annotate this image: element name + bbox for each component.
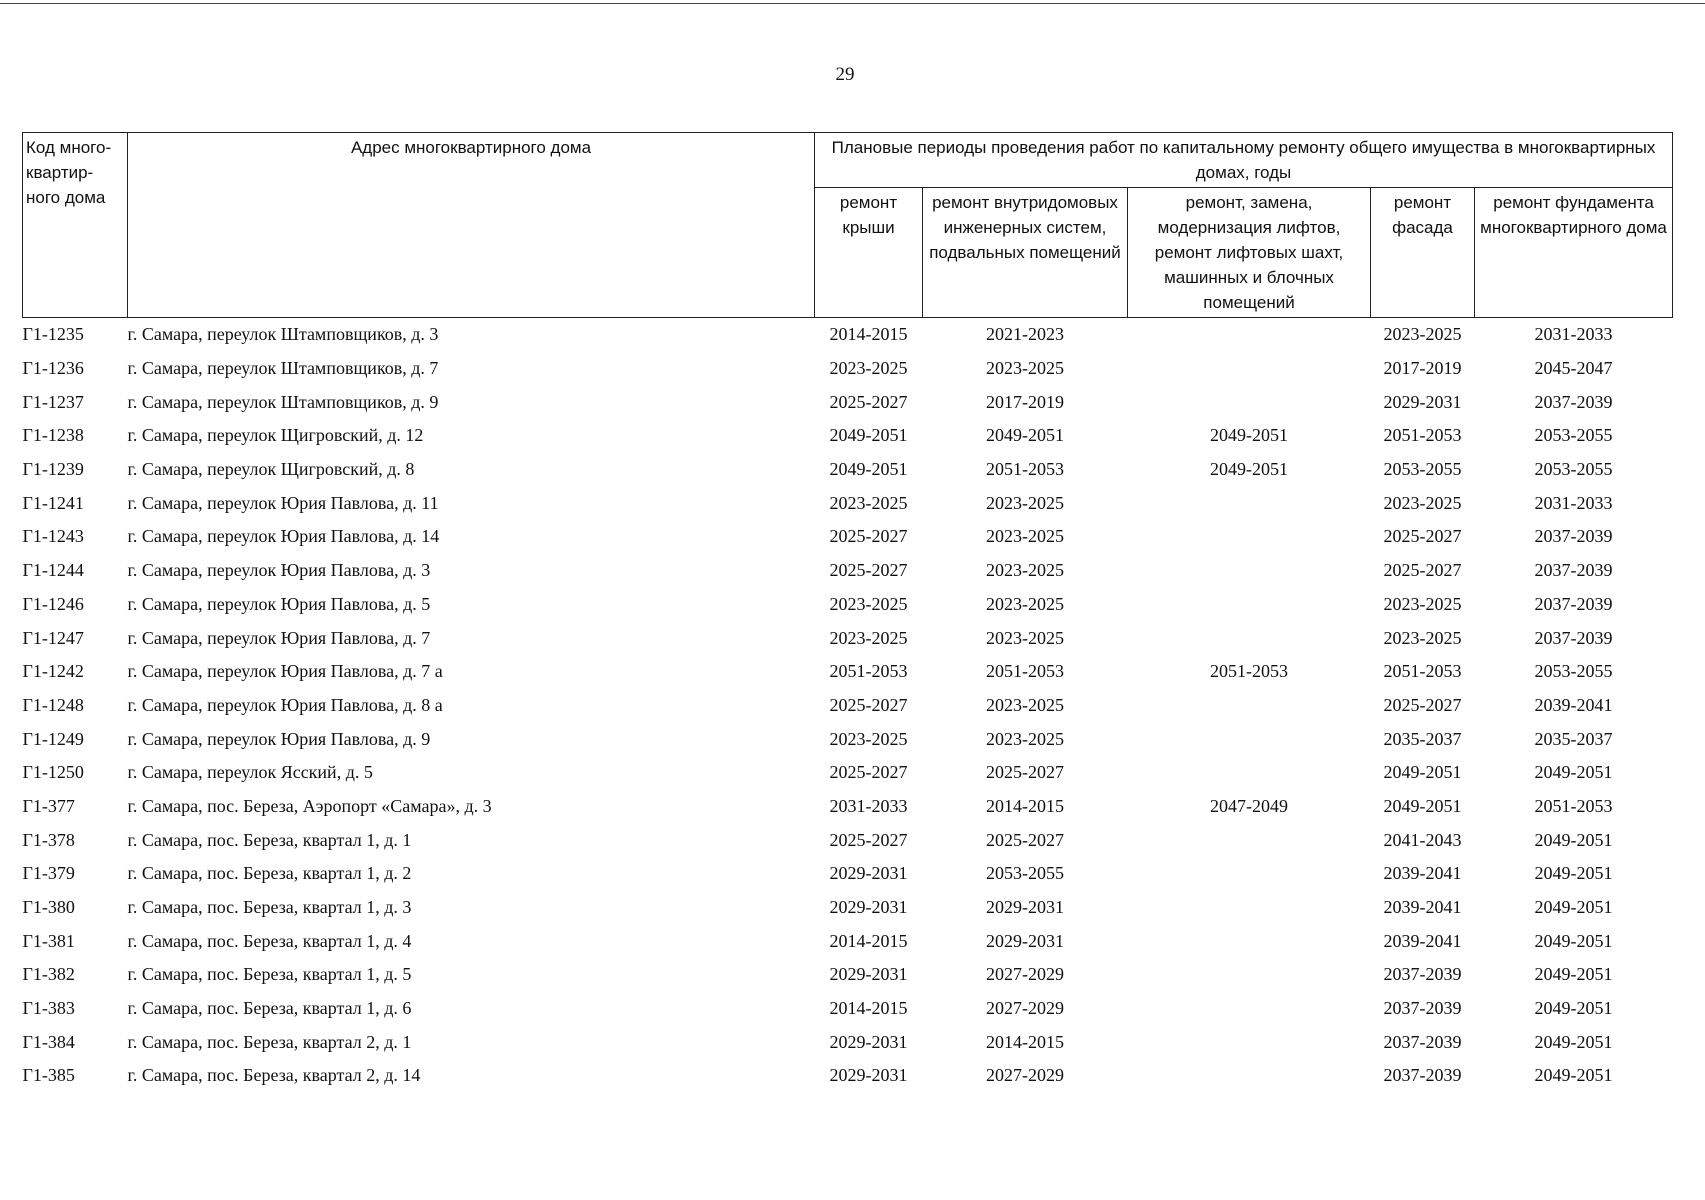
cell-foundation: 2037-2039 bbox=[1534, 560, 1613, 581]
cell-roof: 2025-2027 bbox=[829, 560, 908, 581]
cell-lifts bbox=[1128, 588, 1371, 622]
cell-facade: 2049-2051 bbox=[1383, 762, 1462, 783]
cell-roof: 2023-2025 bbox=[829, 492, 908, 513]
cell-code: Г1-377 bbox=[22, 795, 75, 816]
cell-roof: 2023-2025 bbox=[829, 627, 908, 648]
cell-systems: 2051-2053 bbox=[986, 459, 1064, 480]
cell-lifts bbox=[1128, 722, 1371, 756]
cell-facade: 2039-2041 bbox=[1383, 897, 1462, 918]
cell-facade: 2025-2027 bbox=[1383, 694, 1462, 715]
cell-address: г. Самара, пос. Береза, квартал 2, д. 1 bbox=[127, 1031, 412, 1052]
table-body bbox=[23, 318, 1673, 1093]
cell-foundation: 2049-2051 bbox=[1534, 964, 1613, 985]
page-number: 29 bbox=[835, 64, 855, 85]
cell-systems: 2027-2029 bbox=[986, 964, 1064, 985]
cell-lifts bbox=[1128, 554, 1371, 588]
cell-facade: 2053-2055 bbox=[1383, 459, 1462, 480]
cell-lifts bbox=[1128, 1025, 1371, 1059]
table-header bbox=[23, 133, 1673, 318]
cell-facade: 2023-2025 bbox=[1383, 492, 1462, 513]
cell-address: г. Самара, пос. Береза, Аэропорт «Самара», д. 3 bbox=[127, 795, 492, 816]
repair-plan-table bbox=[22, 132, 1673, 1093]
cell-foundation: 2049-2051 bbox=[1534, 897, 1613, 918]
table-row bbox=[23, 318, 1673, 352]
cell-code: Г1-1242 bbox=[22, 661, 84, 682]
table-row bbox=[23, 621, 1673, 655]
cell-facade: 2023-2025 bbox=[1383, 593, 1462, 614]
cell-foundation: 2053-2055 bbox=[1534, 661, 1613, 682]
cell-code: Г1-1247 bbox=[22, 627, 84, 648]
cell-code: Г1-1243 bbox=[22, 526, 84, 547]
cell-systems: 2053-2055 bbox=[986, 863, 1064, 884]
header-lifts: ремонт, замена, модернизация лифтов, ремонт лифтовых шахт, машинных и блочных помещений bbox=[1128, 188, 1371, 318]
cell-code: Г1-380 bbox=[22, 897, 75, 918]
header-code: Код много-квартир-ного дома bbox=[23, 133, 128, 318]
cell-facade: 2037-2039 bbox=[1383, 1031, 1462, 1052]
cell-code: Г1-1236 bbox=[22, 358, 84, 379]
cell-foundation: 2031-2033 bbox=[1534, 324, 1613, 345]
cell-lifts bbox=[1128, 520, 1371, 554]
cell-lifts: 2047-2049 bbox=[1210, 795, 1288, 816]
cell-foundation: 2049-2051 bbox=[1534, 1065, 1613, 1086]
cell-lifts bbox=[1128, 992, 1371, 1026]
cell-facade: 2037-2039 bbox=[1383, 964, 1462, 985]
cell-code: Г1-382 bbox=[22, 964, 75, 985]
cell-lifts bbox=[1128, 352, 1371, 386]
cell-lifts: 2049-2051 bbox=[1210, 425, 1288, 446]
cell-roof: 2025-2027 bbox=[829, 526, 908, 547]
cell-facade: 2023-2025 bbox=[1383, 627, 1462, 648]
cell-code: Г1-1246 bbox=[22, 593, 84, 614]
header-facade: ремонт фасада bbox=[1371, 188, 1475, 318]
cell-code: Г1-1250 bbox=[22, 762, 84, 783]
table-row bbox=[23, 857, 1673, 891]
cell-foundation: 2037-2039 bbox=[1534, 627, 1613, 648]
cell-roof: 2029-2031 bbox=[829, 1031, 908, 1052]
cell-address: г. Самара, переулок Ясский, д. 5 bbox=[127, 762, 373, 783]
cell-foundation: 2037-2039 bbox=[1534, 593, 1613, 614]
cell-lifts bbox=[1128, 385, 1371, 419]
cell-foundation: 2053-2055 bbox=[1534, 459, 1613, 480]
cell-systems: 2029-2031 bbox=[986, 897, 1064, 918]
header-roof: ремонт крыши bbox=[815, 188, 923, 318]
table-row bbox=[23, 588, 1673, 622]
cell-roof: 2025-2027 bbox=[829, 762, 908, 783]
cell-systems: 2023-2025 bbox=[986, 728, 1064, 749]
cell-systems: 2023-2025 bbox=[986, 627, 1064, 648]
cell-code: Г1-381 bbox=[22, 930, 75, 951]
cell-facade: 2051-2053 bbox=[1383, 425, 1462, 446]
cell-roof: 2025-2027 bbox=[829, 391, 908, 412]
cell-foundation: 2053-2055 bbox=[1534, 425, 1613, 446]
cell-roof: 2014-2015 bbox=[829, 998, 908, 1019]
header-systems: ремонт внутридомовых инженерных систем, подвальных помещений bbox=[923, 188, 1128, 318]
table-row bbox=[23, 756, 1673, 790]
cell-systems: 2051-2053 bbox=[986, 661, 1064, 682]
cell-foundation: 2049-2051 bbox=[1534, 863, 1613, 884]
cell-facade: 2039-2041 bbox=[1383, 863, 1462, 884]
cell-code: Г1-378 bbox=[22, 829, 75, 850]
table-row bbox=[23, 924, 1673, 958]
cell-address: г. Самара, пос. Береза, квартал 1, д. 4 bbox=[127, 930, 412, 951]
cell-lifts bbox=[1128, 958, 1371, 992]
cell-foundation: 2049-2051 bbox=[1534, 1031, 1613, 1052]
table-row bbox=[23, 722, 1673, 756]
cell-foundation: 2049-2051 bbox=[1534, 762, 1613, 783]
table-row bbox=[23, 958, 1673, 992]
cell-systems: 2025-2027 bbox=[986, 829, 1064, 850]
table-row bbox=[23, 655, 1673, 689]
cell-roof: 2049-2051 bbox=[829, 425, 908, 446]
cell-systems: 2023-2025 bbox=[986, 358, 1064, 379]
cell-facade: 2041-2043 bbox=[1383, 829, 1462, 850]
cell-code: Г1-383 bbox=[22, 998, 75, 1019]
cell-systems: 2027-2029 bbox=[986, 998, 1064, 1019]
cell-systems: 2023-2025 bbox=[986, 694, 1064, 715]
cell-roof: 2023-2025 bbox=[829, 358, 908, 379]
cell-foundation: 2049-2051 bbox=[1534, 930, 1613, 951]
cell-code: Г1-385 bbox=[22, 1065, 75, 1086]
table-row bbox=[23, 453, 1673, 487]
cell-facade: 2017-2019 bbox=[1383, 358, 1462, 379]
cell-systems: 2021-2023 bbox=[986, 324, 1064, 345]
cell-roof: 2014-2015 bbox=[829, 324, 908, 345]
cell-roof: 2049-2051 bbox=[829, 459, 908, 480]
table-row bbox=[23, 554, 1673, 588]
cell-systems: 2023-2025 bbox=[986, 560, 1064, 581]
cell-systems: 2023-2025 bbox=[986, 526, 1064, 547]
table-row bbox=[23, 419, 1673, 453]
cell-foundation: 2039-2041 bbox=[1534, 694, 1613, 715]
cell-address: г. Самара, переулок Штамповщиков, д. 9 bbox=[127, 391, 439, 412]
cell-facade: 2039-2041 bbox=[1383, 930, 1462, 951]
table-row bbox=[23, 689, 1673, 723]
cell-address: г. Самара, переулок Щигровский, д. 8 bbox=[127, 459, 415, 480]
header-foundation: ремонт фундамента многоквартирного дома bbox=[1475, 188, 1673, 318]
cell-facade: 2025-2027 bbox=[1383, 560, 1462, 581]
cell-code: Г1-1237 bbox=[22, 391, 84, 412]
cell-address: г. Самара, пос. Береза, квартал 1, д. 5 bbox=[127, 964, 412, 985]
table-row bbox=[23, 1025, 1673, 1059]
cell-address: г. Самара, переулок Юрия Павлова, д. 8 а bbox=[127, 694, 443, 715]
cell-roof: 2023-2025 bbox=[829, 593, 908, 614]
cell-lifts bbox=[1128, 689, 1371, 723]
cell-address: г. Самара, переулок Юрия Павлова, д. 3 bbox=[127, 560, 431, 581]
cell-foundation: 2031-2033 bbox=[1534, 492, 1613, 513]
header-periods-group: Плановые периоды проведения работ по капитальному ремонту общего имущества в многоквартирных домах, годы bbox=[815, 133, 1673, 188]
cell-systems: 2027-2029 bbox=[986, 1065, 1064, 1086]
cell-systems: 2014-2015 bbox=[986, 1031, 1064, 1052]
cell-systems: 2014-2015 bbox=[986, 795, 1064, 816]
cell-facade: 2025-2027 bbox=[1383, 526, 1462, 547]
cell-address: г. Самара, переулок Юрия Павлова, д. 14 bbox=[127, 526, 440, 547]
cell-lifts: 2049-2051 bbox=[1210, 459, 1288, 480]
cell-lifts: 2051-2053 bbox=[1210, 661, 1288, 682]
cell-systems: 2025-2027 bbox=[986, 762, 1064, 783]
cell-facade: 2035-2037 bbox=[1383, 728, 1462, 749]
cell-roof: 2029-2031 bbox=[829, 1065, 908, 1086]
cell-roof: 2051-2053 bbox=[829, 661, 908, 682]
cell-code: Г1-379 bbox=[22, 863, 75, 884]
cell-systems: 2017-2019 bbox=[986, 391, 1064, 412]
cell-roof: 2029-2031 bbox=[829, 964, 908, 985]
table-row bbox=[23, 486, 1673, 520]
cell-roof: 2029-2031 bbox=[829, 897, 908, 918]
cell-facade: 2051-2053 bbox=[1383, 661, 1462, 682]
repair-plan-sheet bbox=[22, 132, 1673, 1093]
cell-foundation: 2045-2047 bbox=[1534, 358, 1613, 379]
cell-facade: 2049-2051 bbox=[1383, 795, 1462, 816]
cell-systems: 2023-2025 bbox=[986, 593, 1064, 614]
cell-address: г. Самара, переулок Штамповщиков, д. 7 bbox=[127, 358, 439, 379]
cell-code: Г1-1235 bbox=[22, 324, 84, 345]
cell-lifts bbox=[1128, 486, 1371, 520]
cell-lifts bbox=[1128, 823, 1371, 857]
cell-code: Г1-1239 bbox=[22, 459, 84, 480]
cell-address: г. Самара, переулок Юрия Павлова, д. 11 bbox=[127, 492, 439, 513]
table-row bbox=[23, 891, 1673, 925]
header-address: Адрес многоквартирного дома bbox=[128, 133, 815, 318]
cell-code: Г1-1249 bbox=[22, 728, 84, 749]
table-row bbox=[23, 823, 1673, 857]
cell-code: Г1-384 bbox=[22, 1031, 75, 1052]
cell-lifts bbox=[1128, 857, 1371, 891]
cell-address: г. Самара, переулок Юрия Павлова, д. 9 bbox=[127, 728, 431, 749]
cell-facade: 2037-2039 bbox=[1383, 1065, 1462, 1086]
cell-systems: 2029-2031 bbox=[986, 930, 1064, 951]
cell-address: г. Самара, переулок Щигровский, д. 12 bbox=[127, 425, 424, 446]
top-rule bbox=[0, 3, 1705, 4]
cell-systems: 2023-2025 bbox=[986, 492, 1064, 513]
cell-facade: 2037-2039 bbox=[1383, 998, 1462, 1019]
cell-lifts bbox=[1128, 1059, 1371, 1093]
cell-address: г. Самара, пос. Береза, квартал 1, д. 6 bbox=[127, 998, 412, 1019]
cell-foundation: 2049-2051 bbox=[1534, 998, 1613, 1019]
cell-lifts bbox=[1128, 756, 1371, 790]
table-row bbox=[23, 992, 1673, 1026]
cell-facade: 2029-2031 bbox=[1383, 391, 1462, 412]
table-row bbox=[23, 1059, 1673, 1093]
cell-roof: 2025-2027 bbox=[829, 829, 908, 850]
cell-foundation: 2049-2051 bbox=[1534, 829, 1613, 850]
cell-code: Г1-1238 bbox=[22, 425, 84, 446]
cell-lifts bbox=[1128, 621, 1371, 655]
cell-address: г. Самара, переулок Юрия Павлова, д. 7 а bbox=[127, 661, 443, 682]
cell-roof: 2031-2033 bbox=[829, 795, 908, 816]
cell-lifts bbox=[1128, 318, 1371, 352]
cell-address: г. Самара, пос. Береза, квартал 1, д. 2 bbox=[127, 863, 412, 884]
cell-systems: 2049-2051 bbox=[986, 425, 1064, 446]
cell-lifts bbox=[1128, 924, 1371, 958]
cell-foundation: 2037-2039 bbox=[1534, 526, 1613, 547]
cell-address: г. Самара, переулок Штамповщиков, д. 3 bbox=[127, 324, 439, 345]
cell-address: г. Самара, пос. Береза, квартал 1, д. 1 bbox=[127, 829, 412, 850]
cell-address: г. Самара, пос. Береза, квартал 2, д. 14 bbox=[127, 1065, 421, 1086]
cell-roof: 2023-2025 bbox=[829, 728, 908, 749]
table-row bbox=[23, 352, 1673, 386]
cell-roof: 2025-2027 bbox=[829, 694, 908, 715]
table-row bbox=[23, 385, 1673, 419]
cell-roof: 2029-2031 bbox=[829, 863, 908, 884]
cell-address: г. Самара, переулок Юрия Павлова, д. 7 bbox=[127, 627, 431, 648]
cell-foundation: 2035-2037 bbox=[1534, 728, 1613, 749]
table-row bbox=[23, 790, 1673, 824]
table-row bbox=[23, 520, 1673, 554]
cell-lifts bbox=[1128, 891, 1371, 925]
cell-address: г. Самара, пос. Береза, квартал 1, д. 3 bbox=[127, 897, 412, 918]
cell-code: Г1-1244 bbox=[22, 560, 84, 581]
cell-foundation: 2051-2053 bbox=[1534, 795, 1613, 816]
cell-foundation: 2037-2039 bbox=[1534, 391, 1613, 412]
cell-roof: 2014-2015 bbox=[829, 930, 908, 951]
cell-code: Г1-1248 bbox=[22, 694, 84, 715]
cell-address: г. Самара, переулок Юрия Павлова, д. 5 bbox=[127, 593, 431, 614]
cell-facade: 2023-2025 bbox=[1383, 324, 1462, 345]
cell-code: Г1-1241 bbox=[22, 492, 84, 513]
